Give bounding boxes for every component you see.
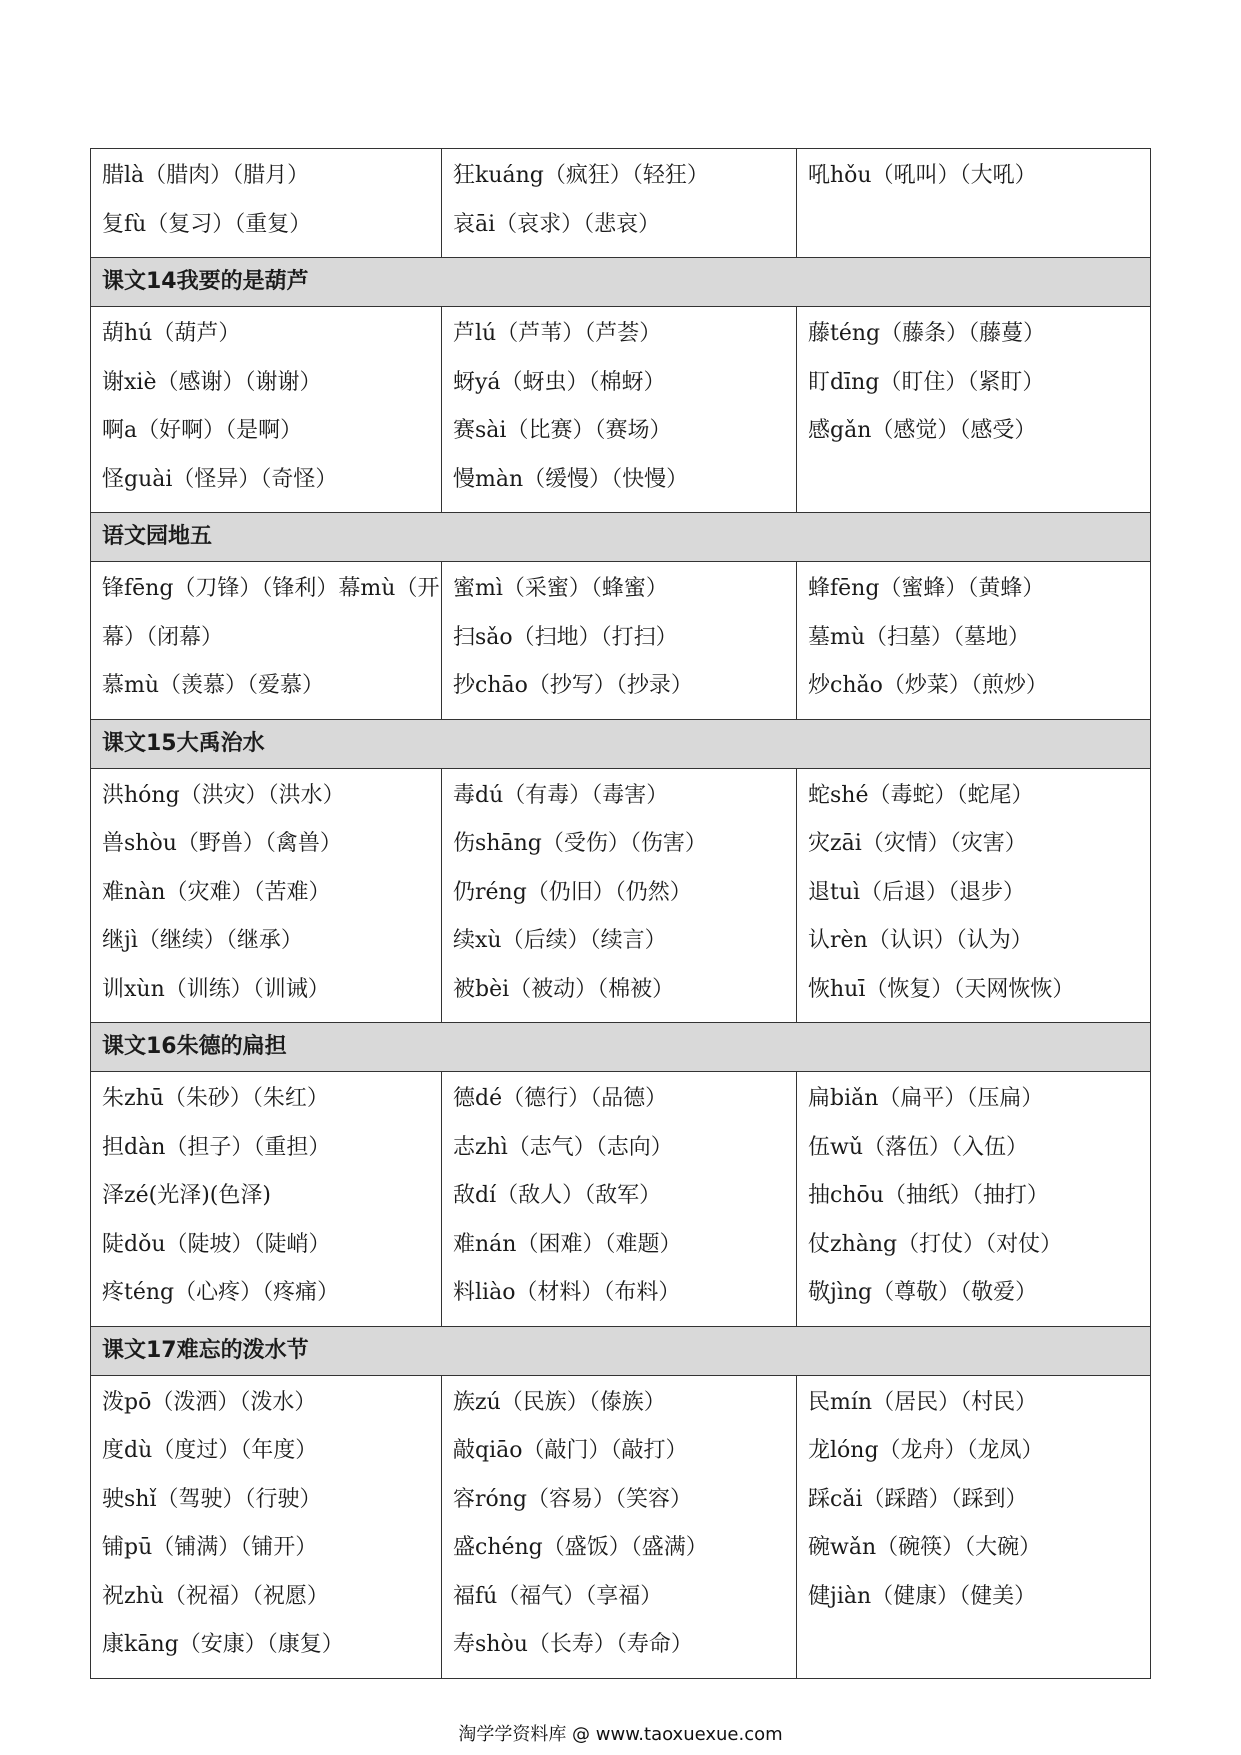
word-entry: 盛chéng（盛饭）（盛满）	[453, 1535, 708, 1560]
word-entry: 陡dǒu（陡坡）（陡峭）	[102, 1231, 331, 1257]
word-entry: 吼hǒu（吼叫）（大吼）	[808, 163, 1037, 188]
word-cell	[442, 768, 797, 1023]
word-cell	[91, 307, 442, 513]
word-entry: 墓mù（扫墓）（墓地）	[808, 624, 1031, 650]
word-entry: 敌dí（敌人）（敌军）	[453, 1183, 662, 1208]
word-cell	[91, 768, 442, 1023]
word-row	[91, 307, 1151, 513]
word-row	[91, 149, 1151, 258]
section-header-row	[91, 258, 1151, 307]
section-header-row	[91, 1326, 1151, 1375]
word-entry: 被bèi（被动）（棉被）	[453, 976, 675, 1002]
word-entry: 感gǎn（感觉）（感受）	[808, 418, 1037, 443]
word-entry: 志zhì（志气）（志向）	[453, 1134, 673, 1160]
word-entry: 敲qiāo（敲门）（敲打）	[453, 1438, 688, 1463]
word-entry: 仗zhàng（打仗）（对仗）	[808, 1231, 1063, 1257]
word-row	[91, 1072, 1151, 1327]
word-entry: 祝zhù（祝福）（祝愿）	[102, 1583, 329, 1609]
word-entry: 敬jìng（尊敬）（敬爱）	[808, 1280, 1038, 1305]
word-cell	[442, 307, 797, 513]
word-entry: 赛sài（比赛）（赛场）	[453, 418, 672, 443]
word-entry: 容róng（容易）（笑容）	[453, 1486, 693, 1512]
word-cell	[442, 1375, 797, 1678]
word-entry: 认rèn（认识）（认为）	[808, 928, 1033, 953]
word-entry: 福fú（福气）（享福）	[453, 1583, 663, 1609]
word-entry: 扫sǎo（扫地）（打扫）	[453, 624, 678, 650]
word-entry: 难nán（困难）（难题）	[453, 1231, 682, 1257]
section-header-row	[91, 1023, 1151, 1072]
word-entry: 复fù（复习）（重复）	[102, 211, 312, 237]
word-entry: 慕mù（羡慕）（爱慕）	[102, 673, 325, 698]
word-entry: 料liào（材料）（布料）	[453, 1280, 681, 1305]
word-entry: 葫hú（葫芦）	[102, 321, 241, 346]
section-title: 课文15大禹治水	[91, 719, 1151, 768]
word-entry: 毒dú（有毒）（毒害）	[453, 782, 669, 808]
word-cell	[797, 307, 1151, 513]
word-entry: 抄chāo（抄写）（抄录）	[453, 673, 693, 698]
word-entry: 伍wǔ（落伍）（入伍）	[808, 1134, 1029, 1160]
word-entry: 蛇shé（毒蛇）（蛇尾）	[808, 782, 1034, 808]
vocab-table	[90, 148, 1151, 1679]
word-entry: 德dé（德行）（品德）	[453, 1086, 668, 1111]
word-entry: 谢xiè（感谢）（谢谢）	[102, 369, 322, 395]
word-entry: 训xùn（训练）（训诫）	[102, 976, 330, 1002]
word-entry: 泽zé(光泽)(色泽)	[102, 1183, 271, 1208]
word-cell	[797, 562, 1151, 720]
word-entry: 扁biǎn（扁平）（压扁）	[808, 1086, 1044, 1111]
word-entry: 民mín（居民）（村民）	[808, 1389, 1038, 1415]
word-cell	[797, 1375, 1151, 1678]
word-row	[91, 562, 1151, 720]
word-row	[91, 768, 1151, 1023]
word-cell	[797, 149, 1151, 258]
word-cell	[91, 1072, 442, 1327]
section-title: 课文17难忘的泼水节	[91, 1326, 1151, 1375]
word-entry: 怪guài（怪异）（奇怪）	[102, 466, 338, 492]
word-entry: 健jiàn（健康）（健美）	[808, 1583, 1037, 1609]
word-entry: 朱zhū（朱砂）（朱红）	[102, 1086, 329, 1111]
word-cell	[91, 562, 442, 720]
word-entry: 盯dīng（盯住）（紧盯）	[808, 369, 1045, 395]
word-cell	[797, 1072, 1151, 1327]
word-entry: 疼téng（心疼）（疼痛）	[102, 1280, 340, 1305]
word-entry: 驶shǐ（驾驶）（行驶）	[102, 1486, 322, 1512]
word-entry: 泼pō（泼洒）（泼水）	[102, 1389, 317, 1415]
word-entry: 族zú（民族）（傣族）	[453, 1389, 666, 1415]
word-cell	[442, 149, 797, 258]
word-entry: 炒chǎo（炒菜）（煎炒）	[808, 673, 1048, 698]
word-entry: 恢huī（恢复）（天网恢恢）	[808, 976, 1075, 1002]
section-title: 语文园地五	[91, 513, 1151, 562]
word-entry: 踩cǎi（踩踏）（踩到）	[808, 1486, 1028, 1512]
word-entry: 康kāng（安康）（康复）	[102, 1632, 344, 1657]
word-entry: 灾zāi（灾情）（灾害）	[808, 831, 1027, 856]
word-entry: 难nàn（灾难）（苦难）	[102, 879, 331, 905]
word-entry: 蚜yá（蚜虫）（棉蚜）	[453, 369, 666, 395]
word-entry: 芦lú（芦苇）（芦荟）	[453, 321, 662, 346]
word-entry: 蜂fēng（蜜蜂）（黄蜂）	[808, 576, 1045, 601]
word-entry: 哀āi（哀求）（悲哀）	[453, 211, 661, 237]
word-entry: 狂kuáng（疯狂）（轻狂）	[453, 163, 709, 188]
section-header-row	[91, 719, 1151, 768]
word-entry: 担dàn（担子）（重担）	[102, 1134, 331, 1160]
word-entry: 蜜mì（采蜜）（蜂蜜）	[453, 576, 668, 601]
word-entry: 慢màn（缓慢）（快慢）	[453, 466, 689, 492]
word-row	[91, 1375, 1151, 1678]
word-cell	[442, 562, 797, 720]
page-footer: 淘学学资料库 @ www.taoxuexue.com	[458, 1724, 783, 1745]
word-cell	[91, 1375, 442, 1678]
word-entry: 啊a（好啊）（是啊）	[102, 418, 303, 443]
word-entry: 龙lóng（龙舟）（龙凤）	[808, 1438, 1044, 1463]
word-entry: 碗wǎn（碗筷）（大碗）	[808, 1535, 1042, 1560]
word-entry: 仍réng（仍旧）（仍然）	[453, 879, 692, 905]
word-entry: 锋fēng（刀锋）（锋利）幕mù（开幕）（闭幕）	[102, 576, 440, 650]
word-entry: 洪hóng（洪灾）（洪水）	[102, 782, 345, 808]
word-entry: 伤shāng（受伤）（伤害）	[453, 831, 707, 856]
table-body	[91, 149, 1151, 1679]
word-entry: 续xù（后续）（续言）	[453, 928, 667, 953]
word-entry: 抽chōu（抽纸）（抽打）	[808, 1183, 1049, 1208]
word-entry: 继jì（继续）（继承）	[102, 928, 303, 953]
word-entry: 寿shòu（长寿）（寿命）	[453, 1632, 693, 1657]
word-entry: 铺pū（铺满）（铺开）	[102, 1535, 318, 1560]
word-cell	[797, 768, 1151, 1023]
word-entry: 腊là（腊肉）（腊月）	[102, 163, 310, 188]
word-entry: 兽shòu（野兽）（禽兽）	[102, 831, 342, 856]
word-cell	[91, 149, 442, 258]
word-entry: 藤téng（藤条）（藤蔓）	[808, 321, 1046, 346]
section-title: 课文16朱德的扁担	[91, 1023, 1151, 1072]
section-title: 课文14我要的是葫芦	[91, 258, 1151, 307]
word-entry: 度dù（度过）（年度）	[102, 1438, 318, 1463]
word-entry: 退tuì（后退）（退步）	[808, 879, 1026, 905]
section-header-row	[91, 513, 1151, 562]
word-cell	[442, 1072, 797, 1327]
